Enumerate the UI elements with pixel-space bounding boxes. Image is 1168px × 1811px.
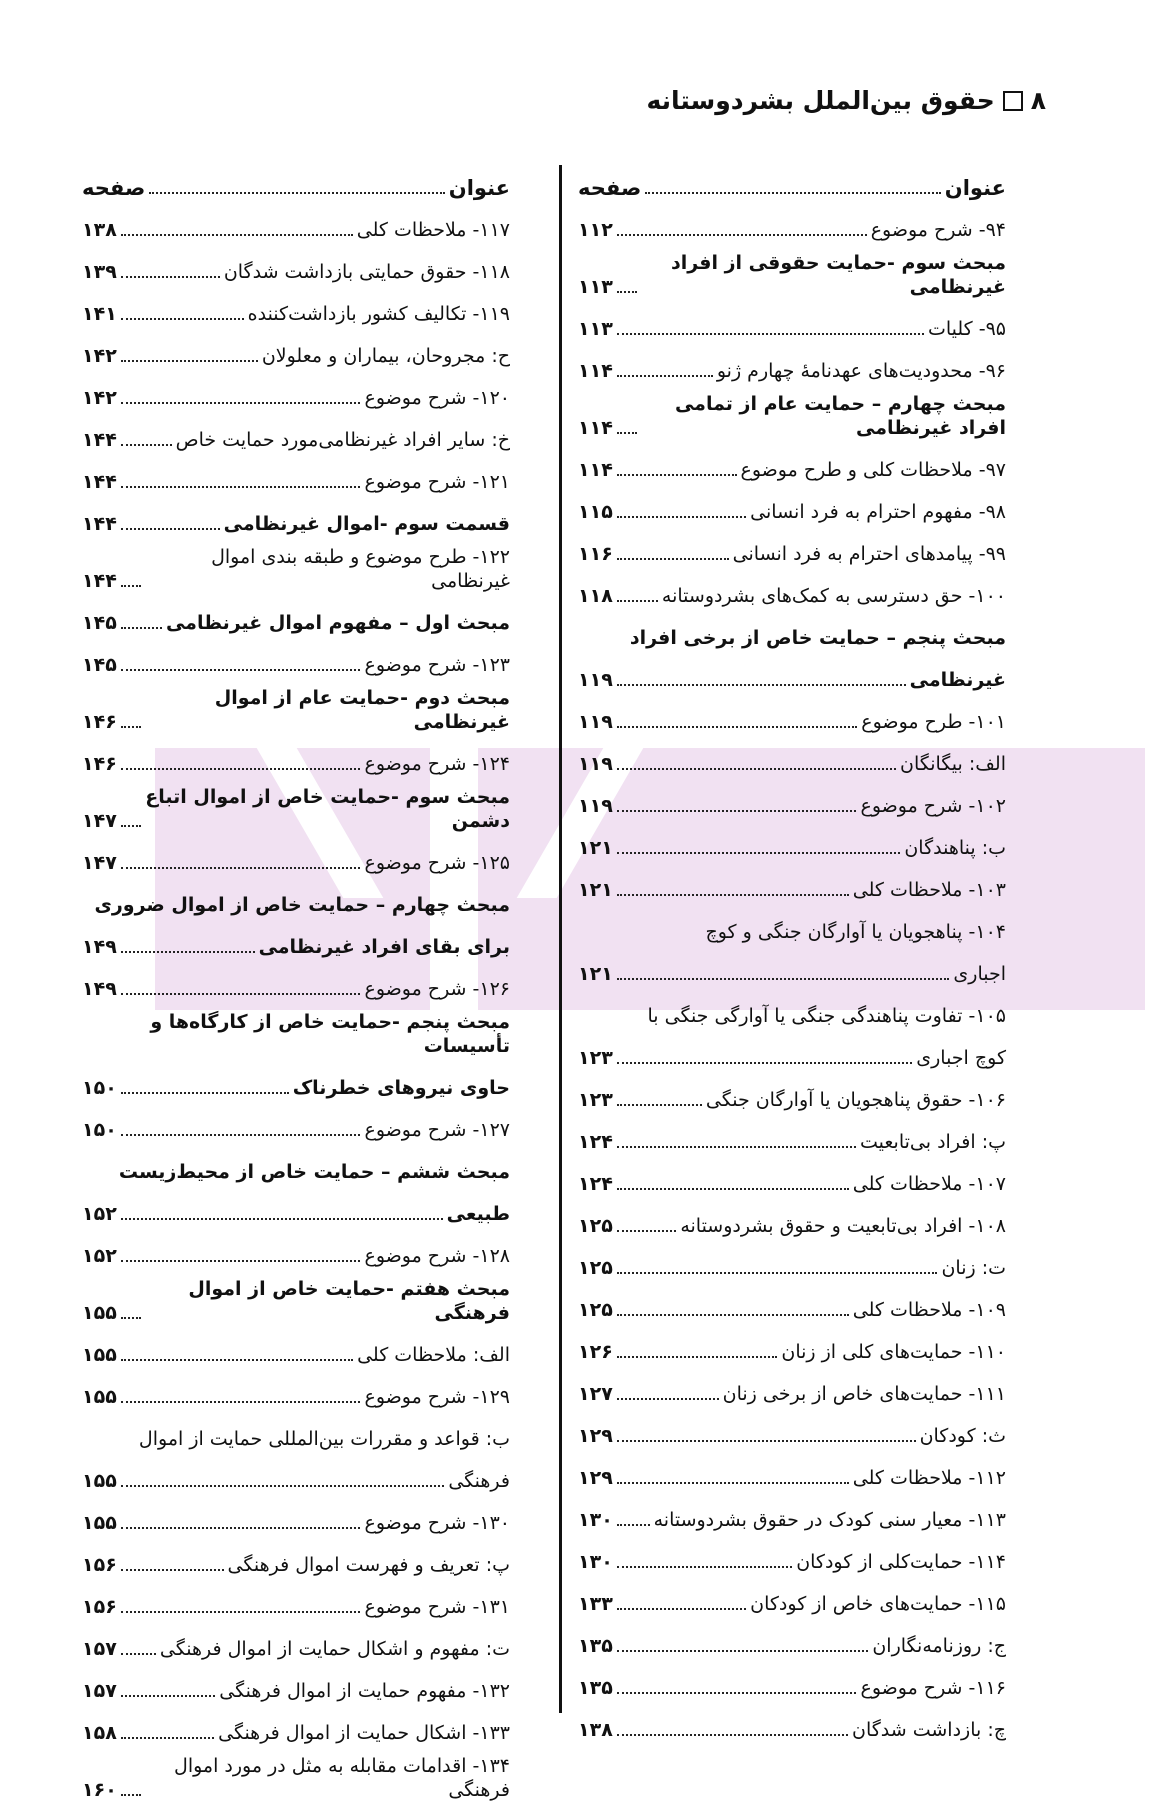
- toc-entry: [578, 743, 1006, 785]
- dot-leader: [121, 625, 162, 629]
- entry-title: ۱۰۲- شرح موضوع: [860, 795, 1006, 817]
- dot-leader: [617, 514, 746, 518]
- entry-title: ۱۲۶- شرح موضوع: [364, 978, 510, 1000]
- dot-leader: [617, 1144, 856, 1148]
- entry-page-number: ۱۲۴: [578, 1173, 613, 1195]
- dot-leader: [617, 556, 729, 560]
- dot-leader: [645, 190, 941, 194]
- dot-leader: [121, 442, 172, 446]
- toc-section-heading: [578, 659, 1006, 701]
- dot-leader: [617, 850, 901, 854]
- entry-title: ب: قواعد و مقررات بین‌المللی حمایت از اموال: [138, 1428, 510, 1450]
- entry-page-number: ۱۱۲: [578, 219, 613, 241]
- entry-page-number: ۱۳۰: [578, 1551, 613, 1573]
- toc-section-heading: [82, 1193, 510, 1235]
- square-bullet-icon: [1003, 91, 1023, 111]
- entry-title: مبحث چهارم – حمایت خاص از اموال ضروری: [94, 894, 510, 916]
- entry-page-number: ۱۲۶: [578, 1341, 613, 1363]
- dot-leader: [617, 289, 637, 293]
- dot-leader: [121, 1609, 361, 1613]
- entry-page-number: ۱۵۶: [82, 1554, 117, 1576]
- entry-page-number: ۱۵۵: [82, 1470, 117, 1492]
- toc-entry: [82, 335, 510, 377]
- book-title: حقوق بین‌الملل بشردوستانه: [646, 86, 995, 115]
- dot-leader: [617, 976, 950, 980]
- entry-title: ۱۰۶- حقوق پناهجویان یا آوارگان جنگی: [705, 1089, 1006, 1111]
- entry-page-number: ۱۳۵: [578, 1677, 613, 1699]
- toc-entry: [82, 1712, 510, 1754]
- dot-leader: [617, 373, 713, 377]
- entry-page-number: ۱۱۳: [578, 276, 613, 298]
- entry-page-number: ۱۳۸: [82, 219, 117, 241]
- toc-entry: [578, 911, 1006, 953]
- dot-leader: [121, 1483, 445, 1487]
- entry-page-number: ۱۵۷: [82, 1638, 117, 1660]
- entry-page-number: ۱۳۳: [578, 1593, 613, 1615]
- dot-leader: [617, 1522, 650, 1526]
- dot-leader: [121, 865, 361, 869]
- toc-entry: [578, 1373, 1006, 1415]
- toc-entry: [578, 1415, 1006, 1457]
- entry-title: ۱۱۵- حمایت‌های خاص از کودکان: [750, 1593, 1006, 1615]
- entry-title: ث: کودکان: [919, 1425, 1006, 1447]
- entry-title: ۱۱۴- حمایت‌کلی از کودکان: [796, 1551, 1006, 1573]
- toc-entry: [578, 827, 1006, 869]
- toc-entry: [578, 1331, 1006, 1373]
- entry-title: برای بقای افراد غیرنظامی: [258, 936, 510, 958]
- toc-section-heading: [82, 1277, 510, 1334]
- toc-column-left: [82, 167, 510, 1811]
- toc-entry: [82, 1376, 510, 1418]
- entry-page-number: ۱۴۷: [82, 810, 117, 832]
- entry-title: مبحث سوم -حمایت خاص از اموال اتباع دشمن: [145, 786, 510, 832]
- entry-page-number: ۱۲۷: [578, 1383, 613, 1405]
- entry-title: ۱۳۲- مفهوم حمایت از اموال فرهنگی: [219, 1680, 510, 1702]
- toc-section-heading: [82, 686, 510, 743]
- toc-entry: [578, 1667, 1006, 1709]
- entry-page-number: ۱۴۹: [82, 936, 117, 958]
- toc-entries: [578, 209, 1006, 1751]
- entry-page-number: ۱۳۵: [578, 1635, 613, 1657]
- toc-entry: [578, 308, 1006, 350]
- toc-entry: [82, 1109, 510, 1151]
- entry-title: ۱۱۶- شرح موضوع: [860, 1677, 1006, 1699]
- entry-page-number: ۱۲۱: [578, 963, 613, 985]
- entry-page-number: ۱۴۱: [82, 303, 117, 325]
- entry-title: ۱۲۰- شرح موضوع: [364, 387, 510, 409]
- entry-page-number: ۱۴۴: [82, 471, 117, 493]
- toc-entry: [82, 419, 510, 461]
- toc-entry: [82, 1586, 510, 1628]
- toc-entry: [578, 1583, 1006, 1625]
- entry-page-number: ۱۱۵: [578, 501, 613, 523]
- entry-page-number: ۱۴۴: [82, 429, 117, 451]
- entry-page-number: ۱۱۴: [578, 459, 613, 481]
- toc-entry: [578, 1457, 1006, 1499]
- dot-leader: [121, 1567, 224, 1571]
- entry-page-number: ۱۴۲: [82, 387, 117, 409]
- dot-leader: [121, 823, 141, 827]
- entry-page-number: ۱۱۴: [578, 417, 613, 439]
- toc-entry: [578, 1625, 1006, 1667]
- entry-page-number: ۱۴۶: [82, 711, 117, 733]
- entry-page-number: ۱۵۵: [82, 1302, 117, 1324]
- page-column-label: صفحه: [82, 176, 146, 200]
- entry-title: فرهنگی: [448, 1470, 510, 1492]
- toc-section-heading: [82, 602, 510, 644]
- toc-entry: [578, 533, 1006, 575]
- toc-entry: [578, 1541, 1006, 1583]
- entry-title: ۱۱۰- حمایت‌های کلی از زنان: [781, 1341, 1006, 1363]
- entry-title: مبحث ششم – حمایت خاص از محیط‌زیست: [118, 1161, 510, 1183]
- entry-page-number: ۱۴۶: [82, 753, 117, 775]
- entry-page-number: ۱۲۱: [578, 879, 613, 901]
- entry-page-number: ۱۱۳: [578, 318, 613, 340]
- entry-title: طبیعی: [446, 1203, 510, 1225]
- entry-title: الف: بیگانگان: [899, 753, 1006, 775]
- dot-leader: [617, 1606, 746, 1610]
- dot-leader: [617, 724, 857, 728]
- dot-leader: [121, 991, 361, 995]
- entry-page-number: ۱۱۹: [578, 795, 613, 817]
- running-header: [646, 86, 1046, 115]
- entry-title: اجباری: [953, 963, 1006, 985]
- entry-title: چ: بازداشت شدگان: [852, 1719, 1006, 1741]
- entry-title: مبحث دوم -حمایت عام از اموال غیرنظامی: [214, 687, 510, 733]
- entry-page-number: ۱۲۴: [578, 1131, 613, 1153]
- entry-page-number: ۱۱۶: [578, 543, 613, 565]
- dot-leader: [617, 1648, 869, 1652]
- entry-page-number: ۱۴۲: [82, 345, 117, 367]
- toc-entry: [578, 1499, 1006, 1541]
- toc-entry: [578, 1289, 1006, 1331]
- dot-leader: [121, 766, 361, 770]
- dot-leader: [617, 331, 924, 335]
- toc-entry: [82, 377, 510, 419]
- entry-title: ۱۳۱- شرح موضوع: [364, 1596, 510, 1618]
- entry-page-number: ۱۲۵: [578, 1257, 613, 1279]
- toc-entry: [578, 785, 1006, 827]
- entry-title: ۱۱۷- ملاحظات کلی: [356, 219, 510, 241]
- entry-title: ۱۲۷- شرح موضوع: [364, 1119, 510, 1141]
- toc-entry: [578, 209, 1006, 251]
- toc-entry: [82, 1754, 510, 1811]
- entry-title: ۱۰۱- طرح موضوع: [861, 711, 1006, 733]
- dot-leader: [121, 1132, 361, 1136]
- toc-section-heading: [82, 785, 510, 842]
- dot-leader: [121, 274, 220, 278]
- entry-title: ح: مجروحان، بیماران و معلولان: [261, 345, 510, 367]
- toc-entry: [578, 1205, 1006, 1247]
- dot-leader: [617, 1060, 912, 1064]
- toc-entry: [578, 995, 1006, 1037]
- entry-title: مبحث پنجم -حمایت خاص از کارگاه‌ها و تأسیسات: [150, 1011, 510, 1057]
- dot-leader: [617, 1354, 778, 1358]
- toc-entry: [578, 350, 1006, 392]
- entry-page-number: ۱۴۵: [82, 612, 117, 634]
- entry-title: ۱۰۷- ملاحظات کلی: [852, 1173, 1006, 1195]
- entry-page-number: ۱۴۹: [82, 978, 117, 1000]
- dot-leader: [617, 1270, 938, 1274]
- column-divider: [559, 165, 562, 1713]
- dot-leader: [121, 1651, 156, 1655]
- dot-leader: [121, 1216, 443, 1220]
- dot-leader: [121, 400, 361, 404]
- entry-title: ۱۰۵- تفاوت پناهندگی جنگی یا آوارگی جنگی با: [647, 1005, 1006, 1027]
- toc-column-header: [82, 167, 510, 209]
- toc-section-heading: [82, 503, 510, 545]
- entry-title: مبحث سوم -حمایت حقوقی از افراد غیرنظامی: [670, 252, 1006, 298]
- toc-entry: [578, 1163, 1006, 1205]
- dot-leader: [121, 232, 353, 236]
- entry-title: ۱۲۴- شرح موضوع: [364, 753, 510, 775]
- toc-entry: [82, 968, 510, 1010]
- entry-title: ۱۱۱- حمایت‌های خاص از برخی زنان: [722, 1383, 1006, 1405]
- entry-page-number: ۱۵۲: [82, 1203, 117, 1225]
- dot-leader: [617, 1396, 719, 1400]
- dot-leader: [121, 316, 244, 320]
- toc-entry: [578, 701, 1006, 743]
- toc-entry: [82, 209, 510, 251]
- dot-leader: [617, 1102, 702, 1106]
- title-column-label: عنوان: [448, 176, 510, 200]
- entry-page-number: ۱۵۰: [82, 1119, 117, 1141]
- entry-page-number: ۱۴۴: [82, 570, 117, 592]
- entry-title: ۱۰۸- افراد بی‌تابعیت و حقوق بشردوستانه: [680, 1215, 1006, 1237]
- entry-title: خ: سایر افراد غیرنظامی‌مورد حمایت خاص: [175, 429, 510, 451]
- entry-title: مبحث اول – مفهوم اموال غیرنظامی: [165, 612, 510, 634]
- entry-title: قسمت سوم -اموال غیرنظامی: [223, 513, 510, 535]
- toc-entry: [82, 1460, 510, 1502]
- dot-leader: [617, 1690, 857, 1694]
- entry-page-number: ۱۳۸: [578, 1719, 613, 1741]
- page-number: ۸: [1030, 86, 1046, 115]
- toc-section-heading: [578, 251, 1006, 308]
- dot-leader: [617, 1186, 849, 1190]
- toc-section-heading: [82, 1067, 510, 1109]
- entry-title: غیرنظامی: [909, 669, 1006, 691]
- toc-entry: [578, 491, 1006, 533]
- entry-title: ۱۱۸- حقوق حمایتی بازداشت شدگان: [223, 261, 510, 283]
- toc-entry: [578, 1079, 1006, 1121]
- entry-page-number: ۱۲۱: [578, 837, 613, 859]
- entry-title: ۱۲۳- شرح موضوع: [364, 654, 510, 676]
- toc-entry: [578, 1709, 1006, 1751]
- entry-title: ب: پناهندگان: [904, 837, 1006, 859]
- toc-entry: [82, 1235, 510, 1277]
- dot-leader: [617, 430, 637, 434]
- dot-leader: [121, 724, 141, 728]
- toc-entry: [82, 743, 510, 785]
- entry-title: الف: ملاحظات کلی: [357, 1344, 510, 1366]
- toc-entry: [82, 1502, 510, 1544]
- entry-page-number: ۱۴۷: [82, 852, 117, 874]
- toc-entry: [578, 1247, 1006, 1289]
- entry-title: پ: تعریف و فهرست اموال فرهنگی: [227, 1554, 510, 1576]
- entry-title: ۱۳۳- اشکال حمایت از اموال فرهنگی: [218, 1722, 510, 1744]
- entry-title: ۹۶- محدودیت‌های عهدنامهٔ چهارم ژنو: [716, 360, 1006, 382]
- toc-entry: [578, 1037, 1006, 1079]
- toc-entries: [82, 209, 510, 1811]
- dot-leader: [121, 1399, 361, 1403]
- toc-column-right: [578, 167, 1006, 1751]
- entry-page-number: ۱۲۹: [578, 1425, 613, 1447]
- toc-entry: [578, 1121, 1006, 1163]
- entry-page-number: ۱۲۳: [578, 1089, 613, 1111]
- entry-page-number: ۱۵۷: [82, 1680, 117, 1702]
- entry-title: ۹۴- شرح موضوع: [870, 219, 1006, 241]
- dot-leader: [121, 1315, 141, 1319]
- dot-leader: [121, 526, 220, 530]
- toc-entry: [82, 293, 510, 335]
- dot-leader: [617, 1564, 792, 1568]
- toc-entry: [82, 1628, 510, 1670]
- entry-title: مبحث چهارم – حمایت عام از تمامی افراد غیرنظامی: [674, 393, 1006, 439]
- entry-title: ۹۵- کلیات: [927, 318, 1006, 340]
- entry-title: ۱۳۴- اقدامات مقابله به مثل در مورد اموال فرهنگی: [174, 1755, 510, 1801]
- entry-page-number: ۱۲۵: [578, 1215, 613, 1237]
- toc-entry: [578, 869, 1006, 911]
- entry-page-number: ۱۶۰: [82, 1779, 117, 1801]
- entry-page-number: ۱۵۸: [82, 1722, 117, 1744]
- dot-leader: [149, 190, 445, 194]
- entry-page-number: ۱۵۶: [82, 1596, 117, 1618]
- entry-title: ۹۸- مفهوم احترام به فرد انسانی: [750, 501, 1006, 523]
- toc-entry: [82, 1334, 510, 1376]
- entry-title: ۱۱۹- تکالیف کشور بازداشت‌کننده: [247, 303, 510, 325]
- entry-title: ۱۲۱- شرح موضوع: [364, 471, 510, 493]
- toc-entry: [82, 1670, 510, 1712]
- entry-page-number: ۱۵۵: [82, 1512, 117, 1534]
- dot-leader: [121, 484, 361, 488]
- entry-title: ۱۳۰- شرح موضوع: [364, 1512, 510, 1534]
- entry-title: مبحث پنجم – حمایت خاص از برخی افراد: [629, 627, 1006, 649]
- dot-leader: [121, 1357, 353, 1361]
- toc-section-heading: [82, 1151, 510, 1193]
- entry-title: ت: زنان: [941, 1257, 1006, 1279]
- dot-leader: [617, 1438, 916, 1442]
- dot-leader: [121, 1090, 289, 1094]
- entry-title: ۱۰۰- حق دسترسی به کمک‌های بشردوستانه: [661, 585, 1006, 607]
- entry-page-number: ۱۴۵: [82, 654, 117, 676]
- dot-leader: [121, 667, 361, 671]
- dot-leader: [617, 232, 867, 236]
- entry-page-number: ۱۱۸: [578, 585, 613, 607]
- entry-page-number: ۱۲۹: [578, 1467, 613, 1489]
- entry-page-number: ۱۵۲: [82, 1245, 117, 1267]
- entry-page-number: ۱۵۵: [82, 1344, 117, 1366]
- entry-title: ۱۲۸- شرح موضوع: [364, 1245, 510, 1267]
- dot-leader: [617, 1732, 848, 1736]
- entry-page-number: ۱۴۴: [82, 513, 117, 535]
- entry-page-number: ۱۱۹: [578, 711, 613, 733]
- entry-page-number: ۱۳۹: [82, 261, 117, 283]
- toc-section-heading: [82, 884, 510, 926]
- entry-title: ۱۲۹- شرح موضوع: [364, 1386, 510, 1408]
- entry-title: مبحث هفتم -حمایت خاص از اموال فرهنگی: [188, 1278, 510, 1324]
- entry-title: ۹۹- پیامدهای احترام به فرد انسانی: [732, 543, 1006, 565]
- entry-page-number: ۱۱۹: [578, 753, 613, 775]
- toc-section-heading: [578, 392, 1006, 449]
- toc-entry: [82, 251, 510, 293]
- dot-leader: [121, 1258, 361, 1262]
- toc-column-header: [578, 167, 1006, 209]
- entry-page-number: ۱۵۵: [82, 1386, 117, 1408]
- dot-leader: [617, 892, 849, 896]
- dot-leader: [617, 766, 896, 770]
- dot-leader: [121, 1525, 361, 1529]
- toc-entry: [82, 1544, 510, 1586]
- title-column-label: عنوان: [944, 176, 1006, 200]
- toc-entry: [82, 1418, 510, 1460]
- entry-page-number: ۱۲۵: [578, 1299, 613, 1321]
- entry-title: ت: مفهوم و اشکال حمایت از اموال فرهنگی: [159, 1638, 510, 1660]
- entry-title: ۱۰۴- پناهجویان یا آوارگان جنگی و کوچ: [705, 921, 1006, 943]
- entry-page-number: ۱۵۰: [82, 1077, 117, 1099]
- toc-entry: [82, 545, 510, 602]
- dot-leader: [617, 1312, 849, 1316]
- entry-title: پ: افراد بی‌تابعیت: [860, 1131, 1006, 1153]
- toc-entry: [82, 461, 510, 503]
- dot-leader: [617, 472, 737, 476]
- entry-title: ۱۱۳- معیار سنی کودک در حقوق بشردوستانه: [653, 1509, 1006, 1531]
- dot-leader: [121, 1792, 141, 1796]
- entry-title: ۱۰۹- ملاحظات کلی: [852, 1299, 1006, 1321]
- dot-leader: [121, 1735, 214, 1739]
- dot-leader: [617, 598, 658, 602]
- dot-leader: [617, 808, 857, 812]
- entry-title: ۱۱۲- ملاحظات کلی: [852, 1467, 1006, 1489]
- dot-leader: [121, 1693, 215, 1697]
- entry-page-number: ۱۲۳: [578, 1047, 613, 1069]
- toc-section-heading: [82, 926, 510, 968]
- entry-title: ج: روزنامه‌نگاران: [872, 1635, 1006, 1657]
- entry-title: ۱۰۳- ملاحظات کلی: [852, 879, 1006, 901]
- entry-title: ۹۷- ملاحظات کلی و طرح موضوع: [740, 459, 1006, 481]
- dot-leader: [121, 358, 258, 362]
- dot-leader: [617, 682, 906, 686]
- page-column-label: صفحه: [578, 176, 642, 200]
- entry-page-number: ۱۳۰: [578, 1509, 613, 1531]
- entry-title: کوچ اجباری: [916, 1047, 1006, 1069]
- entry-page-number: ۱۱۴: [578, 360, 613, 382]
- entry-page-number: ۱۱۹: [578, 669, 613, 691]
- toc-entry: [578, 449, 1006, 491]
- entry-title: ۱۲۵- شرح موضوع: [364, 852, 510, 874]
- toc-entry: [82, 644, 510, 686]
- toc-entry: [82, 842, 510, 884]
- entry-title: ۱۲۲- طرح موضوع و طبقه بندی اموال غیرنظامی: [211, 546, 510, 592]
- toc-section-heading: [82, 1010, 510, 1067]
- toc-entry: [578, 575, 1006, 617]
- toc-entry: [578, 953, 1006, 995]
- entry-title: حاوی نیروهای خطرناک: [292, 1077, 510, 1099]
- dot-leader: [617, 1480, 849, 1484]
- dot-leader: [617, 1228, 677, 1232]
- dot-leader: [121, 583, 141, 587]
- dot-leader: [121, 949, 255, 953]
- toc-section-heading: [578, 617, 1006, 659]
